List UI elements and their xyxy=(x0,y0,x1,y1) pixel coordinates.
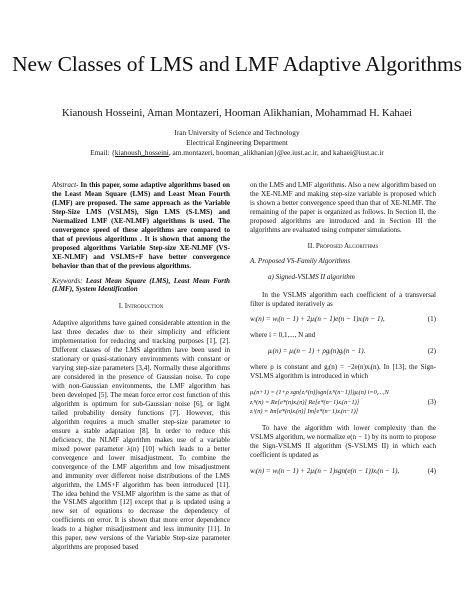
equation-3-number: (3) xyxy=(427,398,436,407)
equation-2-body: μᵢ(n) = μᵢ(n − 1) + ρgᵢ(n)gᵢ(n − 1). xyxy=(268,347,366,356)
where-line: where i = 0,1,..., N and xyxy=(250,331,316,340)
left-column xyxy=(52,181,230,552)
affiliation-email xyxy=(0,148,474,157)
abstract-label: Abstract- xyxy=(52,181,79,189)
abstract-text: In this paper, some adaptive algorithms based on the Least Mean Square (LMS) and Least Mean Fourth (LMF) are proposed. The same approach as the Variable Step-Size LMS (VSLMS), Sign LMS (S-LMS) and Normalized LMF (XE-NLMF) algorithms is used. The convergence speed of these algorithms are compared to that of previous algorithms . It is shown that among the proposed algorithms Variable Step-size XE-NLMF (VS-XE-NLMF) and VSLMS+F have better convergence behavior than that of the previous algorithms. xyxy=(52,181,230,270)
right-paragraph-4: To have the algorithm with lower complexity than the VSLMS algorithm, we normalize e(n − 1) by its norm to propose the Sign-VSLMS II algorithm (S-VSLMS II) in which each coefficient is updated as xyxy=(250,423,436,459)
section-heading-introduction: I. Introduction xyxy=(118,302,164,311)
right-paragraph-2: In the VSLMS algorithm each coefficient of a transversal filter is updated iteratively as xyxy=(250,290,436,308)
keywords-label: Keywords: xyxy=(52,276,83,285)
equation-1 xyxy=(250,315,436,324)
introduction-text: Adaptive algorithms have gained considerable attention in the last three decades due to their simplicity and efficient implementation for reducing and tracking purposes [1], [2]. Different classes of the LMS algorithm have been used in stationary or quasi-stationary environments with constant or varying step-size parameters [3,4]. Normally these algorithms are considered in the presence of Gaussian noise. To cope with non-Gaussian environments, the LMF algorithm has been developed [5]. The mean force error cost function of this algorithm is optimum for sub-Gaussian noise [6], or light tailed probability density functions [7]. However, this algorithm requires a much smaller step-size parameter to ensure a stable adaptation [8]. In order to reduce this deficiency, the NLMF algorithm makes use of a variable mixed power parameter λ(n) [10] which leads to a better convergence and lower misadjustment. To combine the convergence of the LMF algorithm and low misadjustment and immunity over different noise distributions of the LMS algorithm, the LMS+F algorithm has been introduced [11]. The idea behind the VSLMF algorithm is the same as that of the VSLMS algorithm [12] except that μ is updated using a new set of equations to decrease the dependency of coefficients on error. It is shown that more error dependence leads to a higher misadjustment and less immunity [11]. In this paper, new versions of the Variable Step-size parameter algorithms are proposed based xyxy=(52,319,230,552)
equation-3 xyxy=(250,388,436,417)
email-rest: , am.montazeri, hooman_alikhanian}@ee.iust.ac.ir, and kahaei@iust.ac.ir xyxy=(168,148,384,157)
equation-3-line-1: μᵢ(n+1) = (1+ρ sgn{zᵢᴿ(n)}sgn{zᵢᴿ(n−1)})μᵢ(n) i=0,...,N xyxy=(250,389,389,397)
paper-title: New Classes of LMS and LMF Adaptive Algorithms xyxy=(12,52,462,76)
equation-3-line-2: zᵢᴿ(n) = Re[e*(n)xᵢ(n)] Re[e*(n−1)xᵢ(n−1)] xyxy=(250,398,360,406)
equation-3-line-3: zᵢᴵ(n) = Im[e*(n)xᵢ(n)] Im[e*(n−1)xᵢ(n−1)] xyxy=(250,408,359,416)
equation-2 xyxy=(250,347,436,356)
equation-4 xyxy=(250,467,436,476)
section-heading-proposed: II. Proposed Algorithms xyxy=(307,241,379,250)
equation-3-body xyxy=(250,388,389,417)
email-prefix: Email: { xyxy=(90,148,115,157)
affiliation-department: Electrical Engineering Department xyxy=(186,138,288,147)
keywords xyxy=(52,277,230,295)
right-paragraph-3: where ρ is constant and gᵢ(n) = −2e(n)xᵢ(n). In [13], the Sign-VSLMS algorithm is introduced in which xyxy=(250,363,436,381)
subsubsection-heading-a: a) Signed-VSLMS II algorithm xyxy=(268,272,355,281)
equation-1-body: wᵢ(n) = wᵢ(n − 1) + 2μᵢ(n − 1)e(n − 1)xᵢ(n − 1), xyxy=(250,315,385,324)
right-paragraph-1: on the LMS and LMF algorithms. Also a new algorithm based on the XE-NLMF and making step-size variable is proposed which is shown a better convergence speed than that of XE-NLMF. The remaining of the paper is organized as follows. In Section II, the proposed algorithms are introduced and in Section III the algorithms are evaluated using computer simulations. xyxy=(250,181,436,234)
author-list: Kianoush Hosseini, Aman Montazeri, Hooman Alikhanian, Mohammad H. Kahaei xyxy=(61,108,413,119)
equation-4-number: (4) xyxy=(427,466,436,475)
right-column xyxy=(250,181,436,476)
subsection-heading-a: A. Proposed VS-Family Algorithms xyxy=(250,256,351,265)
abstract xyxy=(52,181,230,271)
equation-4-body: wᵢ(n) = wᵢ(n − 1) + 2μᵢ(n − 1)sgn(e(n − 1))xᵢ(n − 1), xyxy=(250,466,400,475)
equation-1-number: (1) xyxy=(427,315,436,324)
affiliation-university: Iran University of Science and Technology xyxy=(174,128,300,137)
email-link[interactable]: kianoush_hosseini xyxy=(114,148,169,157)
keywords-text: Least Mean Square (LMS), Least Mean Forth (LMF), System Identification xyxy=(52,276,230,294)
equation-2-number: (2) xyxy=(427,347,436,356)
